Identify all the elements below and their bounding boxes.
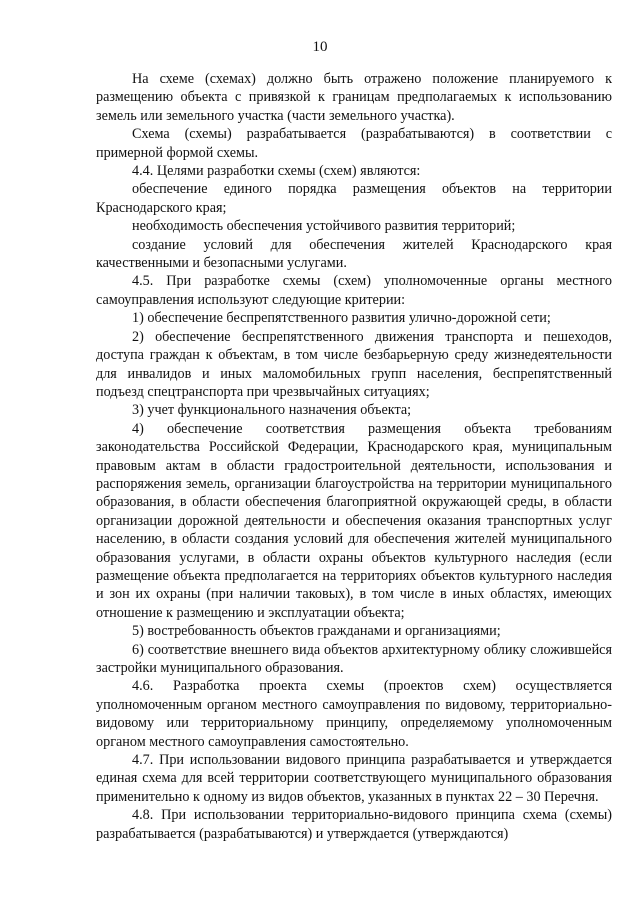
paragraph: необходимость обеспечения устойчивого развития территорий; — [132, 218, 516, 235]
paragraph: 4.6. Разработка проекта схемы (проектов схем) осуществляется уполномоченным органом местного самоуправления по видовому, территориально-видовому или территориальному принципу, определяемому уполномоченным органом местного самоуправления самостоятельно. — [96, 678, 612, 750]
paragraph: создание условий для обеспечения жителей Краснодарского края качественными и безопасными услугами. — [96, 236, 612, 272]
paragraph: 6) соответствие внешнего вида объектов архитектурному облику сложившейся застройки муниципального образования. — [96, 641, 612, 676]
paragraph: 4.5. При разработке схемы (схем) уполномоченные органы местного самоуправления используют следующие критерии: — [96, 273, 612, 308]
paragraph: 4.4. Целями разработки схемы (схем) являются: — [132, 163, 421, 180]
paragraph: Схема (схемы) разрабатывается (разрабатываются) в соответствии с примерной формой схемы. — [96, 126, 612, 161]
paragraph: 3) учет функционального назначения объекта; — [132, 402, 412, 419]
paragraph: 4.8. При использовании территориально-видового принципа схема (схемы) разрабатывается (разрабатываются) и утверждается (утверждаются) — [96, 807, 612, 842]
paragraph: 2) обеспечение беспрепятственного движения транспорта и пешеходов, доступа граждан к объектам, в том числе безбарьерную среду жизнедеятельности для инвалидов и иных маломобильных групп населения, беспрепятственный подъезд спецтранспорта при чрезвычайных ситуациях; — [96, 328, 612, 400]
paragraph: На схеме (схемах) должно быть отражено положение планируемого к размещению объекта с привязкой к границам предполагаемых к использованию земель или земельного участка (части земельного участка). — [96, 71, 612, 124]
page-number: 10 — [312, 39, 328, 55]
paragraph: 1) обеспечение беспрепятственного развития улично-дорожной сети; — [132, 310, 551, 327]
paragraph: 4.7. При использовании видового принципа разрабатывается и утверждается единая схема для всей территории соответствующего муниципального образования применительно к одному из видов объектов, указанных в пунктах 22 – 30 Перечня. — [96, 752, 612, 805]
paragraph: обеспечение единого порядка размещения объектов на территории Краснодарского края; — [96, 181, 612, 216]
document-body — [96, 70, 612, 843]
paragraph: 5) востребованность объектов гражданами и организациями; — [132, 623, 501, 640]
paragraph: 4) обеспечение соответствия размещения объекта требованиям законодательства Российской Федерации, Краснодарского края, муниципальным правовым актам в области градостроительной деятельности, использования и распоряжения земель, организации благоустройства на территории муниципального образования, в области обеспечения благоприятной окружающей среды, в области организации дорожной деятельности и обеспечения оказания транспортных услуг населению, в области создания условий для обеспечения жителей муниципального образования услугами, в области охраны объектов культурного наследия (если размещение объекта предполагается на территориях объектов культурного наследия и зон их охраны (при наличии таковых), в том числе в иных областях, имеющих отношение к размещению и эксплуатации объекта; — [96, 420, 612, 621]
